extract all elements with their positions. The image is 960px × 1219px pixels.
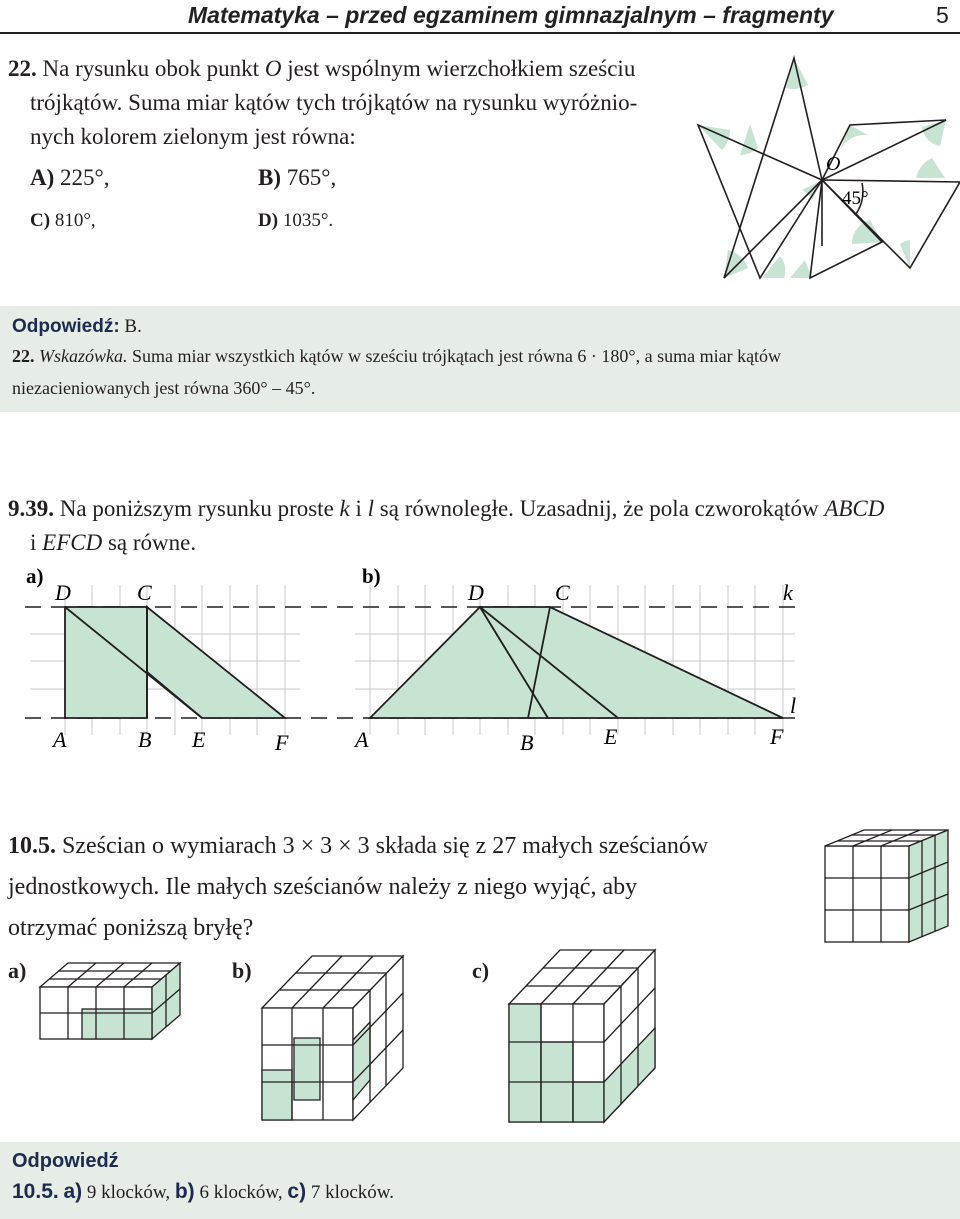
fig-a-e: E <box>192 727 206 752</box>
task22-point-o: O <box>264 56 282 81</box>
hint-expr2: 360° – 45° <box>233 378 311 398</box>
task22-text-b: jest wspólnym wierzchołkiem sześciu <box>287 56 636 81</box>
hint-text3: niezacieniowanych jest równa <box>12 378 229 398</box>
fig-b-c: C <box>555 580 570 605</box>
option-b-letter: B) <box>258 165 281 190</box>
hint-label: Wskazówka. <box>39 346 128 366</box>
answer22-value: B. <box>124 316 142 337</box>
fig-a-c: C <box>137 580 152 605</box>
answer105-number: 10.5. <box>12 1180 59 1203</box>
task22-number: 22. <box>8 56 37 81</box>
six-triangles-figure <box>690 50 960 282</box>
task939-line2-end: są równe. <box>107 530 197 555</box>
answer105-c-label: c) <box>287 1180 307 1203</box>
hint-end: . <box>310 378 316 398</box>
page-header-title: Matematyka – przed egzaminem gimnazjalnym – fragmenty <box>188 2 834 28</box>
fig-b-e: E <box>604 724 618 749</box>
option-d-value: 1035°. <box>282 210 334 231</box>
solid-c-label: c) <box>472 958 490 983</box>
fig-a-d: D <box>55 580 71 605</box>
task22-line3: nych kolorem zielonym jest równa: <box>30 124 356 149</box>
task939-abcd: ABCD <box>824 496 885 521</box>
full-cube-figure <box>820 828 955 948</box>
fig-a-b: B <box>138 727 152 752</box>
answer105-line <box>12 1180 394 1204</box>
fig-b-d: D <box>468 580 484 605</box>
solid-a-label: a) <box>8 958 27 983</box>
task939-line2 <box>30 527 196 559</box>
answer105-box <box>0 1142 960 1219</box>
hint-expr1: 6 · 180° <box>577 346 636 366</box>
answer105-a-label: a) <box>63 1180 83 1203</box>
solid-b-figure <box>258 950 406 1130</box>
answer105-label: Odpowiedź <box>12 1150 119 1172</box>
fig-b-a: A <box>355 727 369 752</box>
task22-line2: trójkątów. Suma miar kątów tych trójkątów na rysunku wyróżnio- <box>30 90 638 115</box>
solid-c-figure <box>505 942 665 1132</box>
task105-line1 <box>8 830 708 862</box>
hint-text1: Suma miar wszystkich kątów w sześciu trójkątach jest równa <box>132 346 573 366</box>
answer105-c-value: 7 klocków. <box>310 1182 395 1203</box>
option-c <box>30 207 96 235</box>
task939-text1: Na poniższym rysunku proste <box>59 496 334 521</box>
hint-text2: , a suma miar kątów <box>635 346 782 366</box>
task105-number: 10.5. <box>8 833 56 859</box>
option-a <box>30 162 109 194</box>
header-divider <box>0 32 960 34</box>
solid-b-label: b) <box>232 958 252 983</box>
answer22-line <box>12 316 142 338</box>
fig-b-k: k <box>783 580 793 605</box>
fig-b-label: b) <box>362 564 381 588</box>
answer105-b-value: 6 klocków, <box>199 1182 283 1203</box>
task105-line3: otrzymać poniższą bryłę? <box>8 915 254 941</box>
option-a-letter: A) <box>30 165 55 190</box>
option-d-letter: D) <box>258 210 279 231</box>
hint-number: 22. <box>12 346 35 366</box>
fig-b-b: B <box>520 730 534 755</box>
option-b-value: 765°, <box>286 165 337 190</box>
option-a-value: 225°, <box>60 165 110 190</box>
figure-point-o: O <box>826 153 841 175</box>
answer22-label: Odpowiedź: <box>12 316 120 337</box>
fig-b-f: F <box>770 724 784 749</box>
task939-line2-i: i <box>30 530 37 555</box>
option-d <box>258 207 333 235</box>
figure-angle-label: 45° <box>842 188 869 209</box>
task939-text2: są równoległe. Uzasadnij, że pola czworokątów <box>379 496 819 521</box>
parallel-lines-figure <box>0 560 960 760</box>
fig-a-label: a) <box>26 564 44 588</box>
fig-a-f: F <box>275 730 289 755</box>
task939-efcd: EFCD <box>42 530 103 555</box>
task105-text1: Sześcian o wymiarach 3 × 3 × 3 składa się z 27 małych sześcianów <box>62 833 709 859</box>
task939-l: l <box>367 496 375 521</box>
answer22-box <box>0 306 960 412</box>
task939-number: 9.39. <box>8 496 54 521</box>
option-c-value: 810°, <box>54 210 96 231</box>
task939-i: i <box>355 496 362 521</box>
option-b <box>258 162 336 194</box>
fig-b-l: l <box>790 693 797 718</box>
option-c-letter: C) <box>30 210 51 231</box>
task939-k: k <box>339 496 350 521</box>
answer105-b-label: b) <box>174 1180 195 1203</box>
task22-text: Na rysunku obok punkt <box>42 56 260 81</box>
page-number: 5 <box>936 2 949 28</box>
fig-a-a: A <box>53 727 67 752</box>
task22-line1 <box>8 53 635 85</box>
task939-line1 <box>8 493 884 525</box>
answer22-hint-line1 <box>12 346 781 367</box>
answer22-hint-line2 <box>12 378 315 399</box>
answer105-a-value: 9 klocków, <box>86 1182 171 1203</box>
solid-a-figure <box>38 955 183 1045</box>
task105-line2: jednostkowych. Ile małych sześcianów należy z niego wyjąć, aby <box>8 874 638 900</box>
